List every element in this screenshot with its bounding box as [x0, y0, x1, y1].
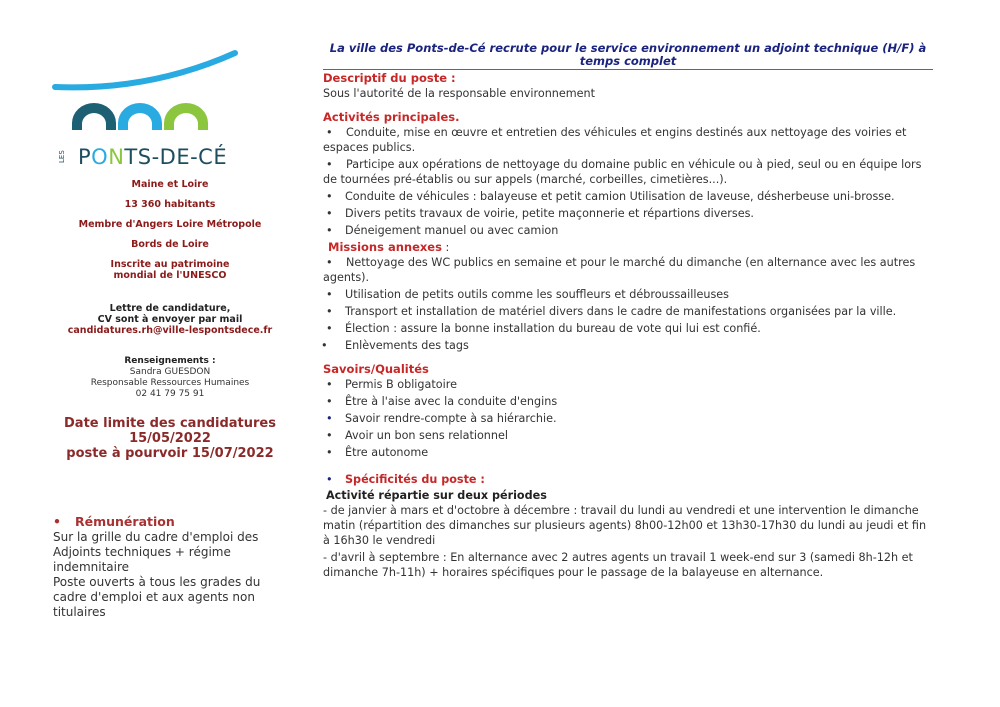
bullet-icon: • — [326, 190, 333, 203]
page-title: La ville des Ponts-de-Cé recrute pour le service environnement un adjoint technique (H/F) à temps complet — [323, 42, 933, 70]
bullet-icon: • — [326, 256, 333, 269]
savoirs-heading: Savoirs/Qualités — [323, 362, 429, 376]
remuneration-line: Poste ouverts à tous les grades du cadre d'emploi et aux agents non titulaires — [53, 575, 261, 619]
ponts-de-ce-logo — [50, 45, 250, 175]
list-item: • Transport et installation de matériel divers dans le cadre de manifestations organisées par la ville. — [326, 305, 897, 318]
list-item: • Élection : assure la bonne installation du bureau de vote qui lui est confié. — [326, 322, 761, 335]
list-item: • Participe aux opérations de nettoyage du domaine public en véhicule ou à pied, seul ou en équipe lors de tournées pré-établis ou sur appels (marché, corbeilles, cimetières...). — [323, 158, 922, 186]
descriptif-heading: Descriptif du poste : — [323, 71, 456, 85]
city-membership: Membre d'Angers Loire Métropole — [78, 219, 262, 230]
missions-list — [323, 255, 933, 353]
remuneration-heading: • Rémunération — [53, 514, 175, 529]
list-item: • Divers petits travaux de voirie, petite maçonnerie et répartions diverses. — [326, 207, 754, 220]
contact-label: Renseignements : — [124, 356, 216, 366]
descriptif-text: Sous l'autorité de la responsable environnement — [323, 87, 596, 100]
bullet-icon: • — [321, 339, 328, 352]
application-email[interactable]: candidatures.rh@ville-lespontsdece.fr — [67, 325, 273, 336]
activites-heading: Activités principales. — [323, 110, 460, 124]
city-unesco-2: mondial de l'UNESCO — [113, 270, 227, 281]
city-location: Bords de Loire — [131, 239, 209, 250]
specificites-period2: - d'avril à septembre : En alternance avec 2 autres agents un travail 1 week-end sur 3 (samedi 8h-12h et dimanche 7h-11h) + horaires spécifiques pour le passage de la balayeuse en alternance. — [323, 551, 913, 579]
list-item: • Conduite de véhicules : balayeuse et petit camion Utilisation de laveuse, désherbeuse uni-brosse. — [326, 190, 895, 203]
city-population: 13 360 habitants — [124, 199, 216, 210]
bullet-icon: • — [326, 305, 333, 318]
bullet-icon: • — [326, 126, 333, 139]
city-unesco-1: Inscrite au patrimoine — [110, 259, 230, 270]
remuneration-block — [53, 514, 283, 620]
application-info — [50, 303, 290, 336]
bullet-icon: • — [326, 395, 333, 408]
start-date: poste à pourvoir 15/07/2022 — [66, 446, 274, 461]
specificites-subheading: Activité répartie sur deux périodes — [326, 489, 547, 502]
bullet-icon: • — [326, 224, 333, 237]
specificites-period1: - de janvier à mars et d'octobre à décembre : travail du lundi au vendredi et une intervention le dimanche matin (répartition des dimanches sur plusieurs agents) 8h00-12h00 et 13h30-17h30 du lundi au jeudi et fin à 16h30 le vendredi — [323, 504, 927, 547]
contact-name: Sandra GUESDON — [129, 367, 211, 377]
list-item: • Avoir un bon sens relationnel — [326, 429, 508, 442]
contact-phone: 02 41 79 75 91 — [135, 389, 205, 399]
bullet-icon: • — [326, 446, 333, 459]
list-item: • Déneigement manuel ou avec camion — [326, 224, 559, 237]
bullet-icon: • — [326, 322, 333, 335]
deadline-date: 15/05/2022 — [129, 431, 211, 446]
specificites-heading: • Spécificités du poste : — [326, 473, 485, 486]
list-item: • Être autonome — [326, 446, 429, 459]
activites-list — [323, 125, 933, 238]
bullet-icon: • — [326, 288, 333, 301]
city-info — [50, 179, 290, 281]
bullet-icon: • — [326, 429, 333, 442]
list-item: • Utilisation de petits outils comme les souffleurs et débroussailleuses — [326, 288, 729, 301]
missions-heading: Missions annexes : — [328, 240, 450, 254]
list-item: • Enlèvements des tags — [321, 339, 469, 352]
list-item: • Nettoyage des WC publics en semaine et pour le marché du dimanche (en alternance avec les autres agents). — [323, 256, 916, 284]
bullet-icon: • — [326, 378, 333, 391]
bullet-icon: • — [326, 412, 333, 425]
remuneration-line: Sur la grille du cadre d'emploi des Adjoints techniques + régime indemnitaire — [53, 530, 259, 574]
list-item: • Être à l'aise avec la conduite d'engins — [326, 395, 558, 408]
list-item: • Permis B obligatoire — [326, 378, 457, 391]
bullet-icon: • — [326, 473, 333, 486]
sidebar — [50, 45, 290, 461]
contact-role: Responsable Ressources Humaines — [90, 378, 250, 388]
job-description — [323, 42, 933, 580]
contact-info — [50, 356, 290, 400]
bullet-icon: • — [53, 514, 61, 529]
deadline-label: Date limite des candidatures — [64, 416, 276, 431]
list-item: • Savoir rendre-compte à sa hiérarchie. — [326, 412, 557, 425]
application-line2: CV sont à envoyer par mail — [97, 314, 243, 325]
logo-les: LES — [58, 150, 66, 163]
list-item: • Conduite, mise en œuvre et entretien des véhicules et engins destinés aux nettoyage des voiries et espaces publics. — [323, 126, 907, 154]
bullet-icon: • — [326, 207, 333, 220]
city-region: Maine et Loire — [131, 179, 209, 190]
savoirs-list — [323, 377, 933, 460]
bullet-icon: • — [326, 158, 333, 171]
svg-text:PONTS-DE-CÉ: PONTS-DE-CÉ — [78, 145, 228, 169]
deadline-block — [50, 416, 290, 461]
application-line1: Lettre de candidature, — [109, 303, 231, 314]
